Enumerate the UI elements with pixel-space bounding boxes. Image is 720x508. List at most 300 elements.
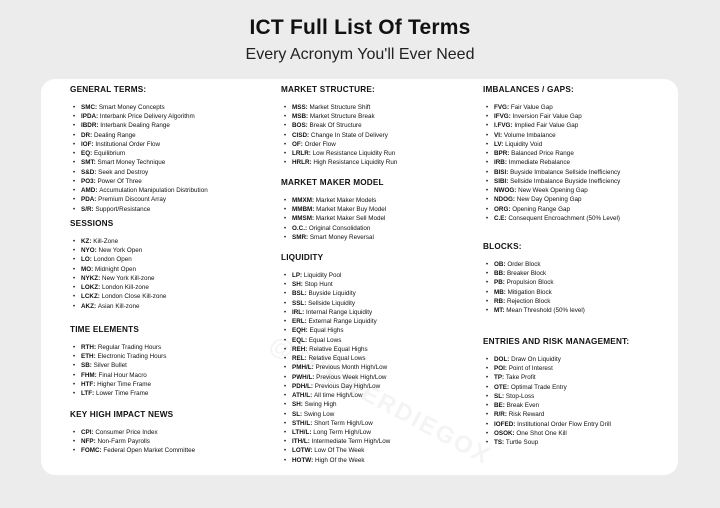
term-desc: Implied Fair Value Gap <box>514 122 579 130</box>
term-abbr: BE <box>494 402 503 410</box>
bullet-icon: • <box>486 188 489 195</box>
term-separator: : <box>94 371 99 379</box>
bullet-icon: • <box>284 439 287 446</box>
bullet-icon: • <box>284 309 287 316</box>
term-desc: Lower Time Frame <box>95 390 149 398</box>
term-abbr: MSS <box>292 104 306 111</box>
term-desc: Intermediate Term High/Low <box>311 438 391 446</box>
term-separator: : <box>93 344 98 351</box>
term-desc: Seek and Destroy <box>98 168 149 176</box>
term-item <box>73 168 255 177</box>
term-desc: Mean Threshold (50% level) <box>506 307 585 315</box>
term-item <box>73 343 255 352</box>
term-desc: Mitigation Block <box>507 288 552 296</box>
term-desc: Break Even <box>506 402 540 410</box>
term-separator: : <box>307 131 311 139</box>
term-abbr: BISI <box>494 168 507 176</box>
term-item <box>486 410 675 419</box>
term-separator: : <box>93 177 98 185</box>
term-separator: : <box>310 419 315 427</box>
term-desc: Market Structure Break <box>309 113 375 121</box>
term-abbr: OB <box>494 261 504 268</box>
term-desc: Take Profit <box>505 374 536 382</box>
bullet-icon: • <box>284 291 287 298</box>
term-item <box>284 317 481 326</box>
term-desc: Buyside Liquidity <box>308 290 356 298</box>
term-separator: : <box>89 256 94 264</box>
term-desc: Fair Value Gap <box>510 104 553 111</box>
term-separator: : <box>504 159 509 167</box>
term-item <box>73 186 255 195</box>
term-desc: Institutional Order Flow <box>95 140 161 148</box>
term-desc: London Kill-zone <box>102 284 149 292</box>
bullet-icon: • <box>284 448 287 455</box>
term-separator: : <box>501 140 506 148</box>
term-separator: : <box>304 299 309 307</box>
term-abbr: AMD <box>81 187 96 195</box>
bullet-icon: • <box>486 206 489 213</box>
term-abbr: RB <box>494 297 504 305</box>
term-item <box>73 158 255 167</box>
term-list <box>483 260 675 315</box>
term-separator: : <box>90 131 94 139</box>
term-desc: Accumulation Manipulation Distribution <box>99 187 208 195</box>
bullet-icon: • <box>73 439 76 446</box>
term-separator: : <box>506 177 511 185</box>
term-abbr: SMT <box>81 159 94 167</box>
term-item <box>73 255 255 264</box>
term-item <box>284 446 481 455</box>
term-item <box>73 302 255 311</box>
term-abbr: IRB <box>494 159 505 167</box>
term-item <box>486 260 675 269</box>
term-desc: Short Term High/Low <box>314 419 373 427</box>
term-desc: Equal Lows <box>308 336 342 344</box>
term-separator: : <box>507 356 512 363</box>
term-item <box>486 214 675 223</box>
term-item <box>284 131 481 140</box>
term-abbr: ETH <box>81 353 94 361</box>
bullet-icon: • <box>73 160 76 167</box>
term-abbr: SB <box>81 362 90 370</box>
term-abbr: FOMC <box>81 447 100 455</box>
term-separator: : <box>504 365 509 373</box>
term-abbr: NWOG <box>494 187 515 195</box>
term-separator: : <box>311 456 315 464</box>
term-separator: : <box>91 265 96 273</box>
term-separator: : <box>503 297 507 305</box>
term-item <box>73 177 255 186</box>
term-item <box>73 380 255 389</box>
bullet-icon: • <box>284 234 287 241</box>
term-item <box>284 336 481 345</box>
term-desc: Smart Money Reversal <box>309 233 374 241</box>
bullet-icon: • <box>486 141 489 148</box>
bullet-icon: • <box>284 216 287 223</box>
term-abbr: SMR <box>292 233 306 241</box>
term-abbr: LOKZ <box>81 284 99 292</box>
term-item <box>486 438 675 447</box>
section-title: BLOCKS: <box>483 242 522 251</box>
term-desc: Sellside Imbalance Buyside Inefficiency <box>510 177 621 185</box>
bullet-icon: • <box>486 123 489 130</box>
term-item <box>486 297 675 306</box>
term-separator: : <box>93 380 98 388</box>
term-item <box>486 158 675 167</box>
bullet-icon: • <box>486 308 489 315</box>
bullet-icon: • <box>73 123 76 130</box>
term-abbr: REL <box>292 355 305 363</box>
term-desc: Higher Time Frame <box>97 380 151 388</box>
term-separator: : <box>307 438 312 446</box>
term-abbr: NDOG <box>494 196 513 204</box>
bullet-icon: • <box>73 345 76 351</box>
term-item <box>73 131 255 140</box>
term-desc: London Close Kill-zone <box>101 293 167 301</box>
bullet-icon: • <box>73 114 76 121</box>
term-abbr: MMXM <box>292 197 312 204</box>
bullet-icon: • <box>284 337 287 344</box>
term-abbr: HTF <box>81 380 94 388</box>
term-desc: London Open <box>93 256 132 264</box>
term-list <box>483 355 675 447</box>
terms-card <box>41 79 678 475</box>
term-abbr: TS <box>494 439 503 447</box>
term-abbr: LTH/L <box>292 428 310 436</box>
bullet-icon: • <box>486 366 489 373</box>
term-desc: One Shot One Kill <box>516 429 567 437</box>
term-separator: : <box>310 382 315 390</box>
term-separator: : <box>309 428 314 436</box>
bullet-icon: • <box>73 363 76 370</box>
bullet-icon: • <box>284 457 287 464</box>
term-item <box>284 373 481 382</box>
term-item <box>73 371 255 380</box>
section-title: LIQUIDITY <box>281 253 324 262</box>
term-separator: : <box>89 238 94 245</box>
term-separator: : <box>93 159 98 167</box>
term-separator: : <box>312 206 317 214</box>
bullet-icon: • <box>284 383 287 390</box>
term-separator: : <box>504 214 509 222</box>
term-item <box>284 410 481 419</box>
term-abbr: POI <box>494 365 505 373</box>
bullet-icon: • <box>284 123 287 130</box>
term-desc: Electronic Trading Hours <box>97 353 167 361</box>
bullet-icon: • <box>284 132 287 139</box>
term-abbr: NYKZ <box>81 274 99 282</box>
term-abbr: EQ <box>81 150 91 158</box>
term-item <box>73 361 255 370</box>
term-desc: New York Kill-zone <box>102 274 155 282</box>
term-separator: : <box>304 290 309 298</box>
bullet-icon: • <box>284 411 287 418</box>
term-item <box>73 292 255 301</box>
bullet-icon: • <box>73 105 76 111</box>
bullet-icon: • <box>486 412 489 419</box>
term-item <box>284 205 481 214</box>
term-desc: Consequent Encroachment (50% Level) <box>508 214 621 222</box>
bullet-icon: • <box>284 282 287 289</box>
term-abbr: S&D <box>81 168 95 176</box>
term-desc: Midnight Open <box>95 265 136 273</box>
term-desc: Consumer Price Index <box>95 429 158 436</box>
term-separator: : <box>96 113 100 121</box>
term-abbr: PB <box>494 279 503 287</box>
term-separator: : <box>300 401 305 409</box>
term-abbr: IRL <box>292 308 303 316</box>
term-item <box>284 437 481 446</box>
term-abbr: CISD <box>292 131 308 139</box>
bullet-icon: • <box>486 384 489 391</box>
term-separator: : <box>93 438 98 446</box>
term-item <box>486 177 675 186</box>
term-item <box>73 149 255 158</box>
term-abbr: LOTW <box>292 447 311 455</box>
term-desc: High Of the Week <box>314 456 365 464</box>
bullet-icon: • <box>284 105 287 111</box>
term-desc: Break Of Structure <box>309 122 362 130</box>
term-separator: : <box>305 345 310 353</box>
term-desc: Institutional Order Flow Entry Drill <box>517 420 611 428</box>
term-item <box>284 308 481 317</box>
term-list <box>70 103 255 214</box>
term-abbr: LTF <box>81 390 93 398</box>
term-separator: : <box>94 196 99 204</box>
term-separator: : <box>309 159 314 167</box>
bullet-icon: • <box>486 357 489 363</box>
bullet-icon: • <box>284 160 287 167</box>
term-desc: Stop Hunt <box>304 281 333 289</box>
term-abbr: TP <box>494 374 503 382</box>
term-item <box>284 196 481 205</box>
bullet-icon: • <box>486 178 489 185</box>
term-separator: : <box>508 205 513 213</box>
section-title: MARKET MAKER MODEL <box>281 178 384 187</box>
term-item <box>486 195 675 204</box>
term-desc: Rejection Block <box>506 297 551 305</box>
bullet-icon: • <box>73 257 76 264</box>
bullet-icon: • <box>73 169 76 176</box>
term-item <box>486 278 675 287</box>
term-desc: Interbank Dealing Range <box>100 122 170 130</box>
section-title: SESSIONS <box>70 219 114 228</box>
term-desc: New Day Opening Gap <box>516 196 582 204</box>
term-abbr: IOFED <box>494 420 514 428</box>
term-desc: Buyside Imbalance Sellside Inefficiency <box>510 168 621 176</box>
term-abbr: OF <box>292 140 301 148</box>
term-item <box>284 363 481 372</box>
bullet-icon: • <box>73 132 76 139</box>
bullet-icon: • <box>73 391 76 398</box>
section-title: TIME ELEMENTS <box>70 325 140 334</box>
term-desc: New York Open <box>98 247 143 255</box>
term-desc: Low Resistance Liquidity Run <box>312 150 396 158</box>
term-desc: Smart Money Concepts <box>98 104 165 111</box>
bullet-icon: • <box>284 207 287 214</box>
bullet-icon: • <box>284 319 287 326</box>
term-item <box>486 288 675 297</box>
term-desc: Market Maker Models <box>315 197 377 204</box>
term-abbr: C.E <box>494 214 505 222</box>
term-desc: Point of Interest <box>508 365 553 373</box>
term-abbr: MB <box>494 288 504 296</box>
term-abbr: STH/L <box>292 419 311 427</box>
term-item <box>284 140 481 149</box>
term-abbr: ITH/L <box>292 438 308 446</box>
term-abbr: MT <box>494 307 503 315</box>
term-separator: : <box>506 104 511 111</box>
term-abbr: ORG <box>494 205 509 213</box>
bullet-icon: • <box>486 262 489 268</box>
term-abbr: IFVG <box>494 113 509 121</box>
term-abbr: S/R <box>81 205 92 213</box>
term-separator: : <box>97 293 102 301</box>
term-abbr: CPI <box>81 429 92 436</box>
term-list <box>70 237 255 311</box>
term-item <box>486 306 675 315</box>
term-desc: Swing Low <box>303 410 335 418</box>
term-desc: Stop-Loss <box>505 392 535 400</box>
term-separator: : <box>502 307 507 315</box>
term-abbr: HOTW <box>292 456 312 464</box>
term-item <box>73 195 255 204</box>
term-separator: : <box>89 362 94 370</box>
term-abbr: O.C. <box>292 224 305 232</box>
term-separator: : <box>506 168 511 176</box>
term-desc: External Range Liquidity <box>308 318 377 326</box>
term-desc: Relative Equal Lows <box>308 355 366 363</box>
term-separator: : <box>304 318 309 326</box>
term-separator: : <box>94 168 99 176</box>
term-separator: : <box>300 272 304 279</box>
term-separator: : <box>95 104 99 111</box>
term-desc: Low Of The Week <box>314 447 365 455</box>
term-desc: Final Hour Macro <box>98 371 147 379</box>
term-separator: : <box>305 327 310 335</box>
bullet-icon: • <box>486 271 489 278</box>
term-separator: : <box>91 429 96 436</box>
term-abbr: NYO <box>81 247 95 255</box>
term-abbr: LV <box>494 140 502 148</box>
bullet-icon: • <box>284 374 287 381</box>
term-separator: : <box>94 247 99 255</box>
term-item <box>284 299 481 308</box>
term-abbr: DR <box>81 131 91 139</box>
term-item <box>486 121 675 130</box>
term-desc: Asian Kill-zone <box>97 302 140 310</box>
section-title: GENERAL TERMS: <box>70 85 147 94</box>
bullet-icon: • <box>73 448 76 455</box>
term-item <box>284 419 481 428</box>
bullet-icon: • <box>73 303 76 310</box>
term-desc: Premium Discount Array <box>98 196 167 204</box>
term-desc: Regular Trading Hours <box>97 344 162 351</box>
bullet-icon: • <box>486 160 489 167</box>
term-separator: : <box>502 402 507 410</box>
term-desc: Order Flow <box>304 140 336 148</box>
term-separator: : <box>98 284 102 292</box>
term-item <box>284 345 481 354</box>
term-item <box>486 373 675 382</box>
section <box>70 85 255 214</box>
term-separator: : <box>311 215 316 223</box>
bullet-icon: • <box>73 151 76 158</box>
term-desc: Optimal Trade Entry <box>510 383 567 391</box>
section-title: ENTRIES AND RISK MANAGEMENT: <box>483 337 630 346</box>
term-abbr: MMSM <box>292 215 312 223</box>
term-separator: : <box>306 233 310 241</box>
bullet-icon: • <box>486 132 489 139</box>
term-item <box>486 364 675 373</box>
term-abbr: I.FVG <box>494 122 511 130</box>
bullet-icon: • <box>486 105 489 111</box>
term-item <box>73 265 255 274</box>
term-separator: : <box>302 308 307 316</box>
term-item <box>486 140 675 149</box>
bullet-icon: • <box>73 381 76 388</box>
bullet-icon: • <box>486 403 489 410</box>
term-abbr: EQL <box>292 336 305 344</box>
term-desc: All time High/Low <box>313 392 363 400</box>
term-separator: : <box>306 113 310 121</box>
term-desc: Market Maker Buy Model <box>316 206 387 214</box>
bullet-icon: • <box>486 197 489 204</box>
bullet-icon: • <box>486 440 489 447</box>
term-item <box>73 112 255 121</box>
section <box>281 178 481 242</box>
bullet-icon: • <box>486 215 489 222</box>
bullet-icon: • <box>73 239 76 245</box>
term-item <box>73 274 255 283</box>
term-abbr: PO3 <box>81 177 94 185</box>
term-abbr: IOF <box>81 140 92 148</box>
term-desc: Volume Imbalance <box>503 131 556 139</box>
term-abbr: PDH/L <box>292 382 311 390</box>
term-abbr: SH <box>292 401 301 409</box>
term-item <box>73 237 255 246</box>
term-list <box>70 343 255 398</box>
term-abbr: LP <box>292 272 301 279</box>
term-item <box>73 352 255 361</box>
term-item <box>284 391 481 400</box>
term-separator: : <box>90 150 94 158</box>
term-abbr: PMH/L <box>292 364 312 372</box>
term-abbr: FHM <box>81 371 95 379</box>
section-title: KEY HIGH IMPACT NEWS <box>70 410 174 419</box>
term-abbr: SH <box>292 281 301 289</box>
bullet-icon: • <box>284 198 287 204</box>
bullet-icon: • <box>486 421 489 428</box>
term-desc: Smart Money Technique <box>97 159 166 167</box>
term-separator: : <box>308 150 313 158</box>
term-separator: : <box>96 122 101 130</box>
term-abbr: DOL <box>494 356 508 363</box>
bullet-icon: • <box>486 298 489 305</box>
term-item <box>73 428 255 437</box>
term-separator: : <box>312 373 317 381</box>
term-item <box>486 401 675 410</box>
term-desc: Equal Highs <box>309 327 344 335</box>
term-item <box>284 214 481 223</box>
term-abbr: NFP <box>81 438 94 446</box>
term-separator: : <box>512 196 517 204</box>
term-item <box>73 446 255 455</box>
section <box>70 325 255 398</box>
term-desc: Previous Month High/Low <box>315 364 388 372</box>
section <box>483 85 675 223</box>
term-separator: : <box>305 122 310 130</box>
